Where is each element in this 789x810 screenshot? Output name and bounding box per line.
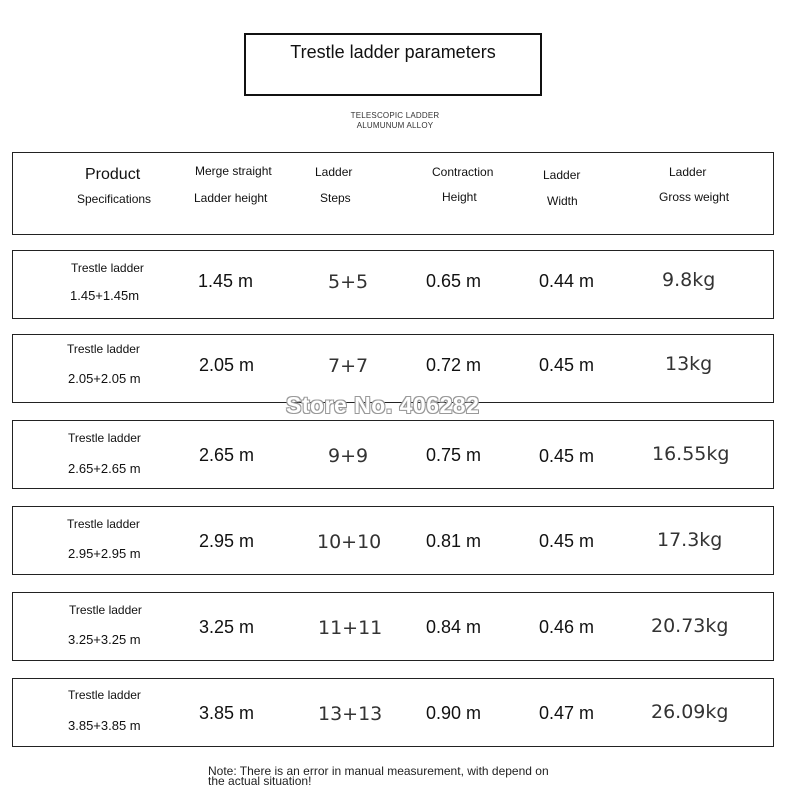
row-contraction: 0.81 m xyxy=(426,531,482,551)
header-contraction-line2: Height xyxy=(442,190,477,204)
row-width: 0.45 m xyxy=(539,446,595,466)
header-product-line1: Product xyxy=(85,166,141,183)
header-product-line2: Specifications xyxy=(77,192,152,206)
row-steps: 9+9 xyxy=(328,445,369,467)
table-row xyxy=(12,506,774,575)
note-line1: Note: There is an error in manual measurement, with depend on xyxy=(208,764,549,778)
table-row xyxy=(12,678,774,747)
row-merge-height: 2.05 m xyxy=(199,355,255,375)
header-weight-line1: Ladder xyxy=(669,165,707,179)
row-spec: 1.45+1.45m xyxy=(70,288,140,303)
table-header xyxy=(12,152,774,235)
row-spec: 2.95+2.95 m xyxy=(68,546,141,561)
row-weight: 9.8kg xyxy=(662,269,716,291)
header-merge-line2: Ladder height xyxy=(194,191,268,205)
row-steps: 13+13 xyxy=(318,703,383,725)
row-contraction: 0.65 m xyxy=(426,271,482,291)
row-spec: 2.05+2.05 m xyxy=(68,371,141,386)
row-spec: 2.65+2.65 m xyxy=(68,461,141,476)
row-width: 0.44 m xyxy=(539,271,595,291)
row-contraction: 0.84 m xyxy=(426,617,482,637)
row-width: 0.45 m xyxy=(539,531,595,551)
header-steps-line1: Ladder xyxy=(315,165,353,179)
row-contraction: 0.72 m xyxy=(426,355,482,375)
row-merge-height: 2.95 m xyxy=(199,531,255,551)
row-weight: 16.55kg xyxy=(652,443,730,465)
row-spec: 3.85+3.85 m xyxy=(68,718,141,733)
measurement-note xyxy=(208,766,558,786)
row-width: 0.46 m xyxy=(539,617,595,637)
row-merge-height: 2.65 m xyxy=(199,445,255,465)
store-watermark: Store No. 406282 xyxy=(286,392,480,418)
row-steps: 11+11 xyxy=(318,617,383,639)
header-steps-line2: Steps xyxy=(320,191,351,205)
subtitle-line2: ALUMUNUM ALLOY xyxy=(356,121,434,130)
header-contraction-line1: Contraction xyxy=(432,165,494,179)
row-name: Trestle ladder xyxy=(71,261,144,275)
row-steps: 7+7 xyxy=(328,355,369,377)
row-steps: 5+5 xyxy=(328,271,369,293)
row-name: Trestle ladder xyxy=(67,517,140,531)
row-weight: 17.3kg xyxy=(657,529,723,551)
table-row xyxy=(12,420,774,489)
note-line2: the actual situation! xyxy=(208,774,312,788)
subtitle xyxy=(300,111,490,131)
subtitle-line1: TELESCOPIC LADDER xyxy=(350,111,440,120)
row-contraction: 0.90 m xyxy=(426,703,482,723)
row-width: 0.47 m xyxy=(539,703,595,723)
header-width-line1: Ladder xyxy=(543,168,581,182)
row-weight: 26.09kg xyxy=(651,701,729,723)
row-name: Trestle ladder xyxy=(68,688,141,702)
header-width-line2: Width xyxy=(547,194,578,208)
header-weight-line2: Gross weight xyxy=(659,190,730,204)
row-width: 0.45 m xyxy=(539,355,595,375)
row-name: Trestle ladder xyxy=(68,431,141,445)
row-steps: 10+10 xyxy=(317,531,382,553)
page-title: Trestle ladder parameters xyxy=(290,42,496,62)
row-name: Trestle ladder xyxy=(69,603,142,617)
header-merge-line1: Merge straight xyxy=(195,164,272,178)
table-row xyxy=(12,592,774,661)
row-spec: 3.25+3.25 m xyxy=(68,632,141,647)
row-contraction: 0.75 m xyxy=(426,445,482,465)
row-weight: 20.73kg xyxy=(651,615,729,637)
row-name: Trestle ladder xyxy=(67,342,140,356)
row-merge-height: 3.85 m xyxy=(199,703,255,723)
table-row xyxy=(12,250,774,319)
title-box xyxy=(244,33,542,96)
row-merge-height: 3.25 m xyxy=(199,617,255,637)
row-merge-height: 1.45 m xyxy=(198,271,254,291)
row-weight: 13kg xyxy=(665,353,713,375)
